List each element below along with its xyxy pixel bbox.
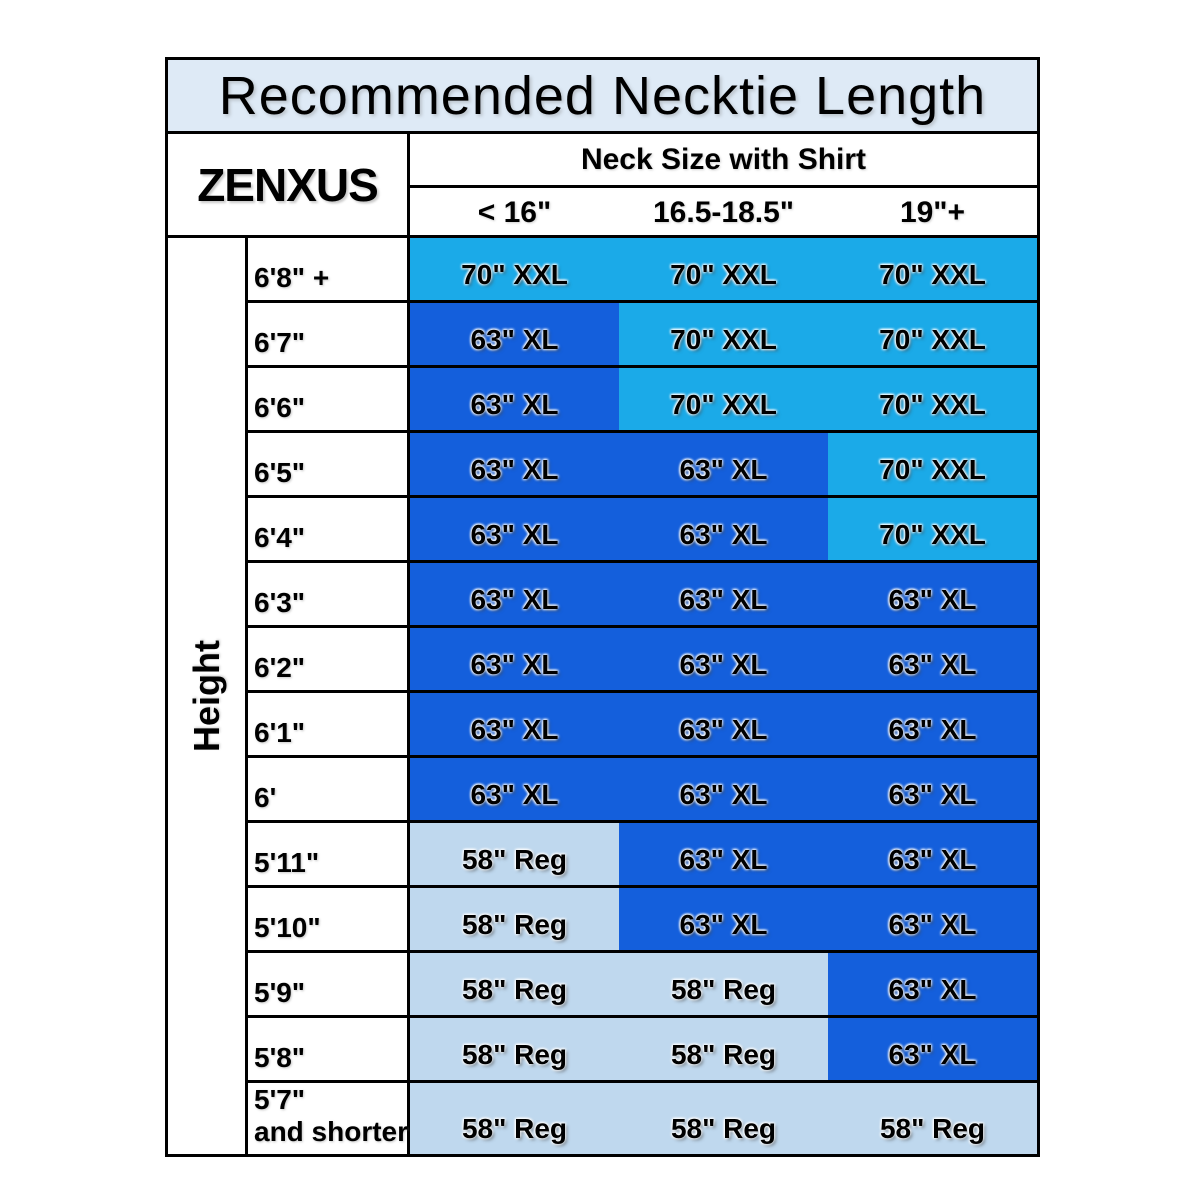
size-cell: 63" XL (619, 433, 828, 495)
size-cell: 63" XL (410, 498, 619, 560)
table-row (248, 823, 1037, 888)
height-label: 6'1" (248, 693, 410, 755)
size-cell: 58" Reg (619, 953, 828, 1015)
height-label: 6' (248, 758, 410, 820)
height-label: 5'11" (248, 823, 410, 885)
table-row (248, 1018, 1037, 1083)
size-cell: 63" XL (619, 823, 828, 885)
column-header-under-16: < 16" (477, 196, 552, 229)
table-row (248, 238, 1037, 303)
table-rows (248, 238, 1037, 1154)
neck-size-header-area (410, 134, 1037, 235)
chart-title: Recommended Necktie Length (168, 60, 1037, 134)
size-cell: 63" XL (828, 888, 1037, 950)
size-cell: 63" XL (619, 888, 828, 950)
size-cell: 70" XXL (619, 303, 828, 365)
height-axis-label: Height (185, 640, 227, 752)
size-cell: 63" XL (619, 563, 828, 625)
height-label: 6'8" + (248, 238, 410, 300)
table-row (248, 758, 1037, 823)
table-row (248, 368, 1037, 433)
table-row (248, 628, 1037, 693)
size-cell: 63" XL (619, 498, 828, 560)
size-cell: 63" XL (828, 953, 1037, 1015)
height-label: 6'3" (248, 563, 410, 625)
size-cell: 63" XL (410, 368, 619, 430)
table-row (248, 888, 1037, 953)
brand-logo: ZENXUS (168, 134, 410, 235)
size-cell: 70" XXL (828, 238, 1037, 300)
size-cell: 63" XL (410, 628, 619, 690)
size-cell: 70" XXL (828, 303, 1037, 365)
size-cell: 63" XL (619, 693, 828, 755)
height-label: 6'2" (248, 628, 410, 690)
height-label: 6'4" (248, 498, 410, 560)
size-cell: 63" XL (410, 563, 619, 625)
table-row (248, 953, 1037, 1018)
size-cell: 70" XXL (410, 238, 619, 300)
size-cell: 58" Reg (410, 1018, 619, 1080)
size-cell: 63" XL (828, 1018, 1037, 1080)
table-row (248, 693, 1037, 758)
size-cell: 70" XXL (619, 368, 828, 430)
size-cell: 63" XL (619, 758, 828, 820)
size-cell: 70" XXL (828, 433, 1037, 495)
size-cell: 63" XL (619, 628, 828, 690)
height-axis-strip (168, 238, 248, 1154)
height-label: 5'9" (248, 953, 410, 1015)
height-label: 6'5" (248, 433, 410, 495)
column-header-19-plus: 19"+ (899, 196, 966, 229)
neck-size-group-header: Neck Size with Shirt (410, 134, 1037, 188)
table-row (248, 303, 1037, 368)
size-cell: 58" Reg (619, 1083, 828, 1154)
size-cell: 63" XL (828, 628, 1037, 690)
column-header-16-5-to-18-5: 16.5-18.5" (653, 196, 794, 229)
table-row (248, 498, 1037, 563)
size-cell: 58" Reg (410, 953, 619, 1015)
size-cell: 63" XL (828, 823, 1037, 885)
neck-size-column-headers (410, 188, 1037, 235)
size-cell: 58" Reg (410, 888, 619, 950)
table-row (248, 1083, 1037, 1154)
size-cell: 63" XL (828, 563, 1037, 625)
size-cell: 63" XL (828, 758, 1037, 820)
size-cell: 63" XL (410, 693, 619, 755)
size-cell: 63" XL (410, 303, 619, 365)
height-label: 6'7" (248, 303, 410, 365)
height-label: 5'7" and shorter (248, 1083, 410, 1154)
height-label: 6'6" (248, 368, 410, 430)
table-row (248, 433, 1037, 498)
size-cell: 63" XL (410, 433, 619, 495)
header-band (168, 134, 1037, 238)
size-cell: 58" Reg (410, 1083, 619, 1154)
size-cell: 58" Reg (410, 823, 619, 885)
necktie-size-chart (165, 57, 1040, 1157)
size-cell: 63" XL (828, 693, 1037, 755)
size-cell: 58" Reg (619, 1018, 828, 1080)
size-cell: 63" XL (410, 758, 619, 820)
size-cell: 70" XXL (828, 368, 1037, 430)
height-label: 5'10" (248, 888, 410, 950)
table-row (248, 563, 1037, 628)
size-cell: 70" XXL (828, 498, 1037, 560)
height-label: 5'8" (248, 1018, 410, 1080)
size-cell: 70" XXL (619, 238, 828, 300)
size-cell: 58" Reg (828, 1083, 1037, 1154)
table-body (168, 238, 1037, 1154)
